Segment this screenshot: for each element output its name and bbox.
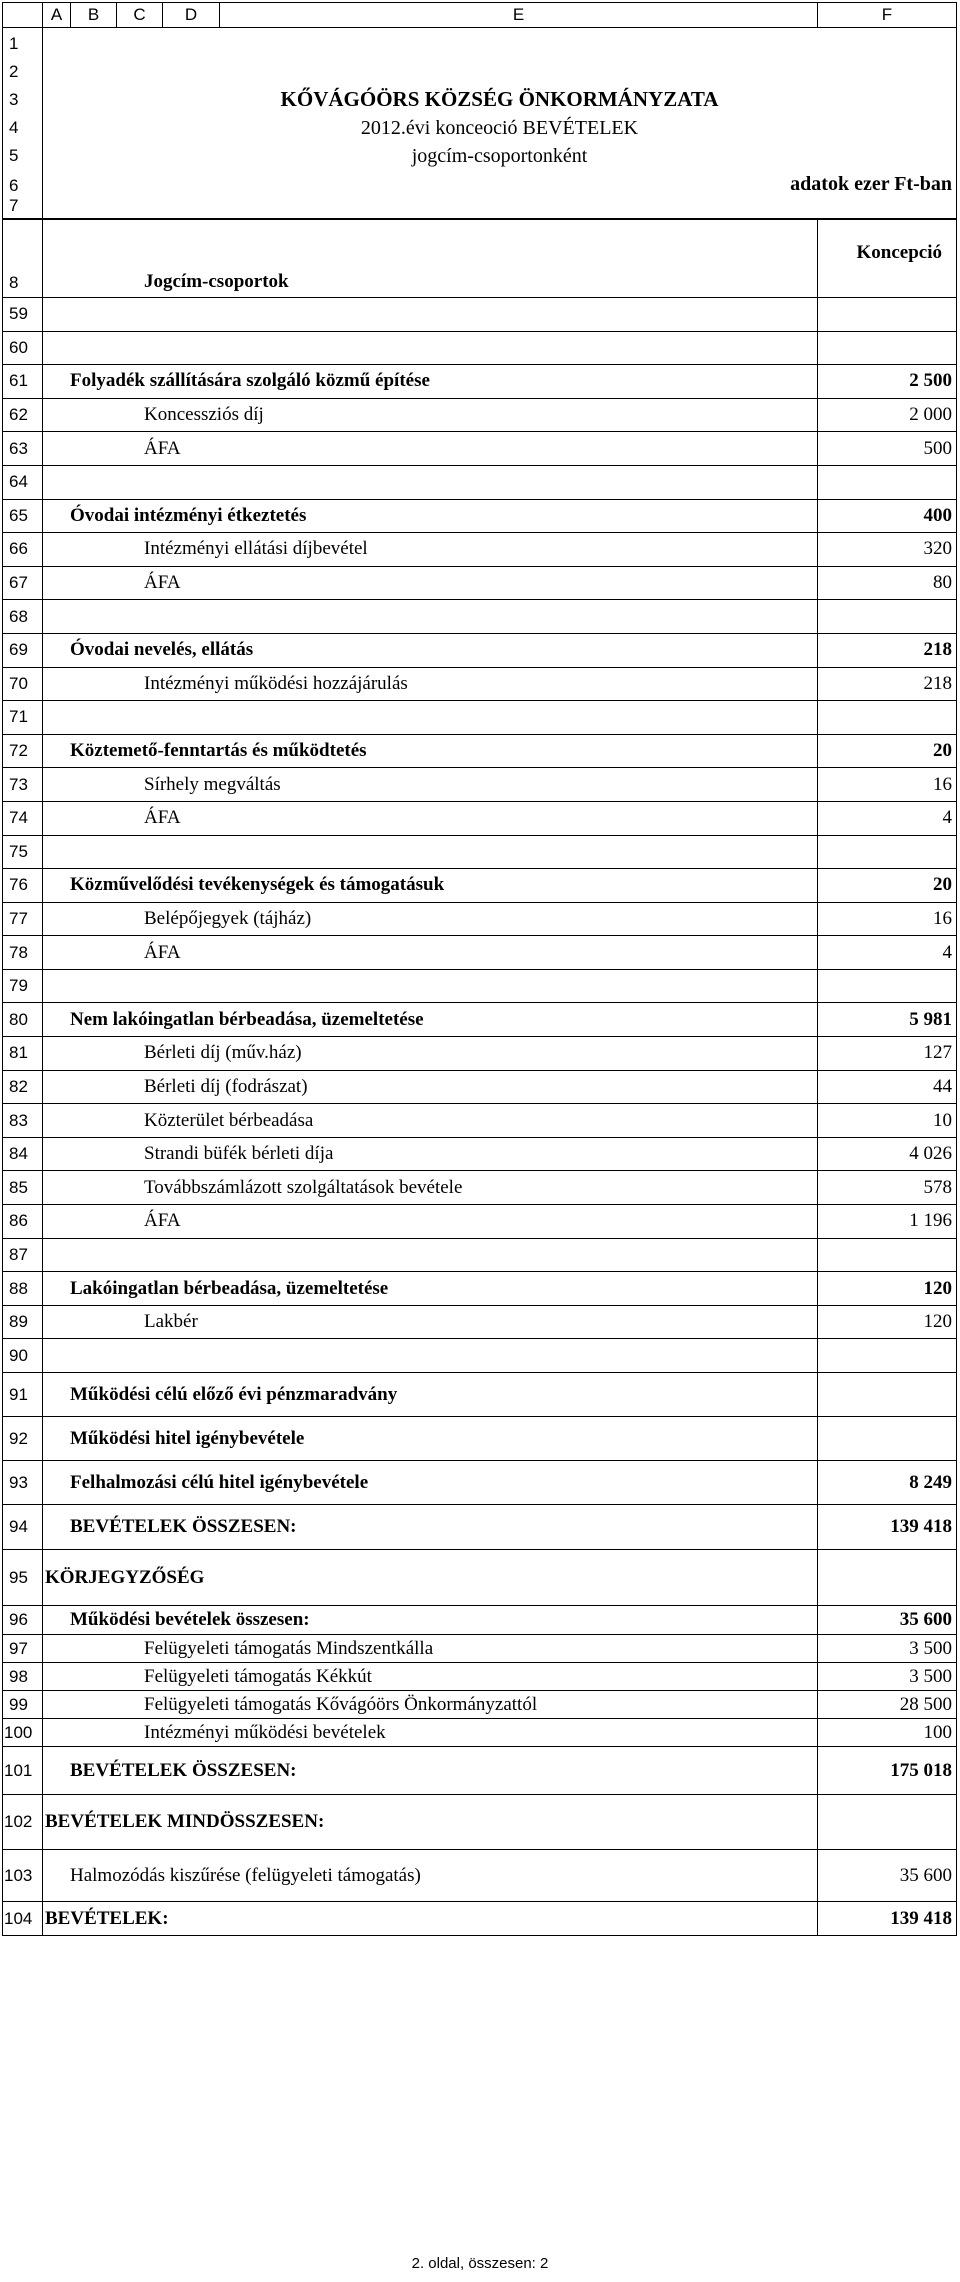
row-label[interactable]: [43, 970, 818, 1003]
row-value[interactable]: 35 600: [899, 1609, 952, 1630]
row-number[interactable]: 85: [3, 1171, 43, 1204]
table-row: [3, 567, 956, 601]
unit-label: adatok ezer Ft-ban: [790, 173, 952, 195]
row-label[interactable]: Működési hitel igénybevétele: [43, 1417, 818, 1460]
table-row: [3, 1505, 956, 1550]
row-number[interactable]: 101: [3, 1747, 43, 1794]
row-number[interactable]: 72: [3, 735, 43, 768]
row-number[interactable]: 99: [3, 1691, 43, 1718]
row-value[interactable]: 500: [923, 437, 952, 459]
table-row: [3, 1606, 956, 1635]
row-value[interactable]: 20: [933, 874, 952, 896]
row-number[interactable]: 7: [3, 198, 43, 218]
row-value[interactable]: 44: [933, 1075, 952, 1097]
row-number[interactable]: 60: [3, 332, 43, 365]
row-value[interactable]: 4: [942, 807, 952, 829]
table-row: [3, 1719, 956, 1747]
row-label[interactable]: ÁFA: [43, 567, 818, 600]
row-value[interactable]: 16: [933, 773, 952, 795]
row-number[interactable]: 71: [3, 701, 43, 734]
row-label[interactable]: Közművelődési tevékenységek és támogatásuk: [43, 869, 818, 902]
column-title-label[interactable]: Jogcím-csoportok: [43, 220, 818, 297]
table-row: [3, 1003, 956, 1037]
row-label[interactable]: Folyadék szállítására szolgáló közmű építése: [43, 365, 818, 398]
row-number[interactable]: 1: [3, 28, 43, 56]
row-number[interactable]: 92: [3, 1417, 43, 1460]
table-row: [3, 1902, 956, 1935]
row-number[interactable]: 4: [3, 112, 43, 140]
row-value[interactable]: 16: [933, 907, 952, 929]
table-row: [3, 970, 956, 1004]
column-title-row: [3, 220, 956, 298]
row-value[interactable]: 1 196: [909, 1210, 952, 1232]
row-value[interactable]: [818, 1239, 956, 1272]
row-value[interactable]: [818, 332, 956, 365]
table-row: [3, 399, 956, 433]
header-row-3: [2, 84, 957, 112]
header-row-2: [2, 56, 957, 84]
row-label[interactable]: Működési célú előző évi pénzmaradvány: [43, 1373, 818, 1416]
document-subtitle-2: jogcím-csoportonként: [411, 145, 588, 167]
row-value[interactable]: 139 418: [890, 1907, 952, 1929]
row-value[interactable]: [818, 836, 956, 869]
row-number[interactable]: 94: [3, 1505, 43, 1549]
table-row: [3, 1663, 956, 1691]
column-header-c[interactable]: C: [117, 3, 163, 27]
row-number[interactable]: 68: [3, 600, 43, 633]
table-row: [3, 1461, 956, 1505]
row-number[interactable]: 86: [3, 1205, 43, 1238]
row-label[interactable]: BEVÉTELEK ÖSSZESEN:: [43, 1505, 818, 1549]
row-label[interactable]: [43, 836, 818, 869]
row-number[interactable]: 59: [3, 298, 43, 331]
row-label[interactable]: [43, 701, 818, 734]
row-number[interactable]: 61: [3, 365, 43, 398]
row-number[interactable]: 3: [3, 84, 43, 112]
row-value[interactable]: [818, 701, 956, 734]
row-number[interactable]: 88: [3, 1272, 43, 1305]
table-row: [3, 533, 956, 567]
row-number[interactable]: 84: [3, 1138, 43, 1171]
row-value[interactable]: [818, 1550, 956, 1605]
row-label[interactable]: Strandi büfék bérleti díja: [43, 1138, 818, 1171]
table-row: [3, 802, 956, 836]
table-row: [3, 1037, 956, 1071]
row-value[interactable]: 175 018: [890, 1759, 952, 1781]
table-row: [3, 668, 956, 702]
row-label[interactable]: KÖRJEGYZŐSÉG: [43, 1550, 818, 1605]
spreadsheet: [2, 2, 957, 1936]
row-number[interactable]: 2: [3, 56, 43, 84]
row-value[interactable]: 578: [923, 1176, 952, 1198]
column-header-d[interactable]: D: [163, 3, 220, 27]
table-row: [3, 1635, 956, 1663]
row-number[interactable]: 5: [3, 140, 43, 168]
row-value[interactable]: 2 000: [909, 404, 952, 426]
row-value[interactable]: 2 500: [909, 370, 952, 392]
row-label[interactable]: Sírhely megváltás: [43, 768, 818, 801]
row-value[interactable]: 28 500: [899, 1693, 952, 1715]
row-label[interactable]: [43, 600, 818, 633]
row-number[interactable]: 82: [3, 1071, 43, 1104]
row-label[interactable]: Köztemető-fenntartás és működtetés: [43, 735, 818, 768]
row-label[interactable]: [43, 332, 818, 365]
row-value[interactable]: [818, 1417, 956, 1460]
row-label[interactable]: BEVÉTELEK ÖSSZESEN:: [43, 1747, 818, 1794]
row-label[interactable]: Továbbszámlázott szolgáltatások bevétele: [43, 1171, 818, 1204]
row-value[interactable]: 120: [923, 1277, 952, 1299]
table-row: [3, 735, 956, 769]
table-row: [3, 869, 956, 903]
row-label[interactable]: Lakóingatlan bérbeadása, üzemeltetése: [43, 1272, 818, 1305]
row-number[interactable]: 67: [3, 567, 43, 600]
row-number[interactable]: 87: [3, 1239, 43, 1272]
row-label[interactable]: Közterület bérbeadása: [43, 1104, 818, 1137]
table-row: [3, 936, 956, 970]
row-number[interactable]: 98: [3, 1663, 43, 1690]
table-row: [3, 466, 956, 500]
row-label[interactable]: Lakbér: [43, 1306, 818, 1339]
corner-cell[interactable]: [3, 3, 43, 27]
row-number[interactable]: 8: [3, 220, 43, 297]
row-label[interactable]: ÁFA: [43, 1205, 818, 1238]
row-label[interactable]: BEVÉTELEK MINDÖSSZESEN:: [43, 1795, 818, 1849]
table-row: [3, 1691, 956, 1719]
row-label[interactable]: [43, 298, 818, 331]
table-row: [3, 332, 956, 366]
row-number[interactable]: 93: [3, 1461, 43, 1504]
table-row: [3, 1205, 956, 1239]
row-value[interactable]: [818, 1339, 956, 1372]
row-label[interactable]: ÁFA: [43, 432, 818, 465]
row-number[interactable]: 76: [3, 869, 43, 902]
row-number[interactable]: 73: [3, 768, 43, 801]
row-number[interactable]: 79: [3, 970, 43, 1003]
table-row: [3, 1272, 956, 1306]
table-row: [3, 1747, 956, 1795]
table-row: [3, 1373, 956, 1417]
row-number[interactable]: 74: [3, 802, 43, 835]
row-label[interactable]: Óvodai intézményi étkeztetés: [43, 500, 818, 533]
row-number[interactable]: 63: [3, 432, 43, 465]
row-value[interactable]: 5 981: [909, 1008, 952, 1030]
table-row: [3, 1138, 956, 1172]
row-number[interactable]: 64: [3, 466, 43, 499]
column-title-value[interactable]: Koncepció: [856, 242, 942, 263]
table-row: [3, 1104, 956, 1138]
row-label[interactable]: BEVÉTELEK:: [43, 1902, 818, 1935]
header-row-7: [2, 198, 957, 218]
header-row-4: [2, 112, 957, 140]
row-number[interactable]: 96: [3, 1606, 43, 1634]
column-header-f[interactable]: F: [881, 5, 893, 24]
table-row: [3, 1550, 956, 1606]
table-row: [3, 1071, 956, 1105]
table-row: [3, 1239, 956, 1273]
row-label[interactable]: Intézményi működési hozzájárulás: [43, 668, 818, 701]
row-value[interactable]: 127: [923, 1042, 952, 1064]
row-value[interactable]: 139 418: [890, 1516, 952, 1537]
row-number[interactable]: 95: [3, 1550, 43, 1605]
table-row: [3, 500, 956, 534]
table-row: [3, 1795, 956, 1850]
row-label[interactable]: Felhalmozási célú hitel igénybevétele: [43, 1461, 818, 1504]
row-value[interactable]: [818, 600, 956, 633]
row-label[interactable]: Felügyeleti támogatás Kékkút: [43, 1663, 818, 1690]
table-row: [3, 1850, 956, 1902]
row-value[interactable]: 3 500: [909, 1637, 952, 1659]
row-number[interactable]: 69: [3, 634, 43, 667]
document-subtitle: 2012.évi konceoció BEVÉTELEK: [360, 117, 639, 139]
column-header-a[interactable]: A: [43, 3, 71, 27]
row-number[interactable]: 66: [3, 533, 43, 566]
column-header-b[interactable]: B: [71, 3, 117, 27]
row-number[interactable]: 83: [3, 1104, 43, 1137]
page-footer: 2. oldal, összesen: 2: [411, 2255, 549, 2272]
row-value[interactable]: [818, 298, 956, 331]
row-value[interactable]: 218: [923, 639, 952, 661]
row-label[interactable]: Bérleti díj (műv.ház): [43, 1037, 818, 1070]
row-value[interactable]: [818, 1795, 956, 1849]
row-number[interactable]: 6: [3, 168, 43, 198]
row-label[interactable]: Óvodai nevelés, ellátás: [43, 634, 818, 667]
document-title: KŐVÁGÓÖRS KÖZSÉG ÖNKORMÁNYZATA: [280, 87, 719, 111]
row-value[interactable]: [818, 970, 956, 1003]
table-row: [3, 836, 956, 870]
table-row: [3, 1417, 956, 1461]
row-label[interactable]: Felügyeleti támogatás Mindszentkálla: [43, 1635, 818, 1662]
row-value[interactable]: 20: [933, 740, 952, 762]
row-label[interactable]: ÁFA: [43, 936, 818, 969]
row-number[interactable]: 102: [3, 1795, 43, 1849]
table-row: [3, 634, 956, 668]
row-label[interactable]: ÁFA: [43, 802, 818, 835]
column-header-e[interactable]: E: [220, 3, 818, 27]
table-row: [3, 432, 956, 466]
row-label[interactable]: [43, 1239, 818, 1272]
row-value[interactable]: 400: [923, 504, 952, 526]
row-number[interactable]: 90: [3, 1339, 43, 1372]
header-row-1: [2, 28, 957, 56]
row-number[interactable]: 103: [3, 1850, 43, 1901]
table-row: [3, 365, 956, 399]
row-value[interactable]: 3 500: [909, 1665, 952, 1687]
row-label[interactable]: Belépőjegyek (tájház): [43, 903, 818, 936]
row-value[interactable]: [818, 466, 956, 499]
row-number[interactable]: 89: [3, 1306, 43, 1339]
row-number[interactable]: 77: [3, 903, 43, 936]
row-number[interactable]: 104: [3, 1902, 43, 1935]
row-value[interactable]: 4: [942, 941, 952, 963]
row-number[interactable]: 80: [3, 1003, 43, 1036]
column-header-bar: [2, 2, 957, 28]
row-label[interactable]: Koncessziós díj: [43, 399, 818, 432]
row-value[interactable]: 8 249: [909, 1471, 952, 1493]
table-row: [3, 600, 956, 634]
row-label[interactable]: [43, 466, 818, 499]
row-value[interactable]: 10: [933, 1109, 952, 1131]
row-number[interactable]: 75: [3, 836, 43, 869]
table-row: [3, 1339, 956, 1373]
row-label[interactable]: [43, 1339, 818, 1372]
row-value[interactable]: 320: [923, 538, 952, 560]
row-value[interactable]: [818, 1373, 956, 1416]
data-table: [2, 218, 957, 1936]
header-row-6: [2, 168, 957, 198]
row-label[interactable]: Intézményi ellátási díjbevétel: [43, 533, 818, 566]
table-row: [3, 298, 956, 332]
row-value[interactable]: 4 026: [909, 1143, 952, 1165]
table-row: [3, 903, 956, 937]
table-row: [3, 701, 956, 735]
row-label[interactable]: Intézményi működési bevételek: [43, 1719, 818, 1746]
row-number[interactable]: 78: [3, 936, 43, 969]
row-value[interactable]: 80: [933, 572, 952, 594]
row-value[interactable]: 120: [923, 1311, 952, 1333]
row-number[interactable]: 91: [3, 1373, 43, 1416]
row-label[interactable]: Működési bevételek összesen:: [43, 1606, 818, 1634]
row-number[interactable]: 62: [3, 399, 43, 432]
header-row-5: [2, 140, 957, 168]
row-number[interactable]: 100: [3, 1719, 43, 1746]
row-value[interactable]: 100: [923, 1721, 952, 1743]
row-label[interactable]: Bérleti díj (fodrászat): [43, 1071, 818, 1104]
table-row: [3, 768, 956, 802]
table-row: [3, 1171, 956, 1205]
row-number[interactable]: 97: [3, 1635, 43, 1662]
row-number[interactable]: 65: [3, 500, 43, 533]
row-label[interactable]: Felügyeleti támogatás Kővágóörs Önkormányzattól: [43, 1691, 818, 1718]
row-value[interactable]: 35 600: [899, 1864, 952, 1886]
row-number[interactable]: 81: [3, 1037, 43, 1070]
row-number[interactable]: 70: [3, 668, 43, 701]
table-row: [3, 1306, 956, 1340]
row-value[interactable]: 218: [923, 672, 952, 694]
row-label[interactable]: Halmozódás kiszűrése (felügyeleti támogatás): [43, 1850, 818, 1901]
row-label[interactable]: Nem lakóingatlan bérbeadása, üzemeltetése: [43, 1003, 818, 1036]
